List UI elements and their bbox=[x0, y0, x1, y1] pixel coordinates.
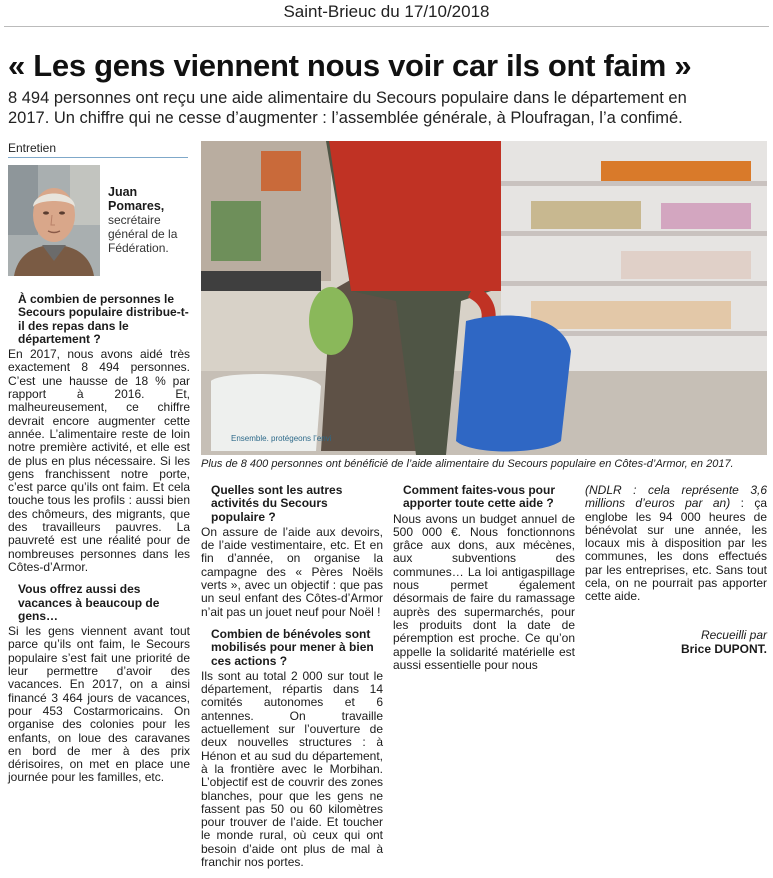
answer-5-note: (NDLR : cela représente 3,6 millions d’euros par an) bbox=[585, 483, 767, 511]
photo-caption: Plus de 8 400 personnes ont bénéficié de l’aide alimentaire du Secours populaire en Côtes-d’Armor, en 2017. bbox=[201, 458, 734, 470]
answer-2: Si les gens viennent avant tout parce qu’ils ont faim, le Secours populaire s’est fait une priorité de leur permettre d’avoir des vacances. En 2017, on a ainsi financé 3 464 jours de vacances, pour 453 Costarmoricains. On organise des colonies pour les enfants, on loue des caravanes en bord de mer à des prix dérisoires, on met en place une journée pour les familles, etc. bbox=[8, 624, 190, 785]
lead-paragraph: 8 494 personnes ont reçu une aide alimentaire du Secours populaire dans le département en 2017. Un chiffre qui ne cesse d’augmenter : l’assemblée générale, à Ploufragan, l’a confimé. bbox=[8, 89, 687, 127]
answer-4-text: Ils sont au total 2 000 sur tout le département, répartis dans 14 comités autonomes et 6 antennes. On travaille actuellement sur l’ouverture de deux nouvelles structures : à Hénon et au sud du département, à la frontière avec le Morbihan. L’objectif est de couvrir des zones blanches, pour que les gens ne fassent pas 50 ou 60 kilomètres pour trouver de l’aide. Et toucher le monde rural, où ceux qui ont besoin d’aide ont plus de mal à franchir nos portes. bbox=[201, 668, 383, 870]
section-tag: Entretien bbox=[8, 141, 188, 158]
signature-author: Brice DUPONT. bbox=[680, 641, 767, 656]
column-3 bbox=[393, 484, 575, 681]
question-5: Comment faites-vous pour apporter toute cette aide ? bbox=[403, 483, 556, 511]
question-2: Vous offrez aussi des vacances à beaucoup de gens… bbox=[18, 582, 160, 623]
answer-5-end: : ça englobe les 94 000 heures de bénévolat sur une année, les locaux mis à disposition par les communes, les dons effectués par les entreprises, etc. Sans tout cela, on ne pourrait pas apporter cette aide. bbox=[585, 496, 768, 604]
column-2 bbox=[201, 484, 383, 878]
food-aid-photo bbox=[201, 141, 767, 455]
top-rule bbox=[4, 26, 769, 27]
question-1: À combien de personnes le Secours populaire distribue-t-il des repas dans le département ? bbox=[18, 292, 189, 346]
headline: « Les gens viennent nous voir car ils ont faim » bbox=[8, 48, 692, 83]
signature-collected: Recueilli par bbox=[700, 627, 767, 642]
bag-text: Ensemble. protégeons l’envi bbox=[231, 434, 332, 443]
interviewee-portrait bbox=[8, 165, 100, 276]
interviewee-name: Juan Pomares, bbox=[108, 185, 165, 213]
answer-5: Nous avons un budget annuel de 500 000 €. Nous fonctionnons grâce aux dons, aux mécènes, aux subventions des communes… La loi antigaspillage nous permet également désormais de faire du ramassage auprès des supermarchés, pour les produits dont la date de péremption est proche. Ce qu’on appelle la solidarité matérielle est aussi essentielle pour nous bbox=[393, 511, 575, 672]
answer-5-continued bbox=[585, 484, 767, 604]
column-4 bbox=[585, 484, 767, 656]
answer-1: En 2017, nous avons aidé très exactement 8 494 personnes. C’est une hausse de 18 % par rapport à 2016. Et, malheureusement, ce chiffre devrait encore augmenter cette année. L’alimentaire reste de loin notre première activité, et elle est de plus en plus nécessaire. Si les gens franchissent notre porte, c’est parce qu’ils ont faim. Et cela touche tous les profils : aussi bien des chômeurs, des migrants, que des travailleurs pauvres. La pauvreté est une réalité pour de nombreuses personnes dans les Côtes-d’Armor. bbox=[8, 347, 190, 574]
question-4: Combien de bénévoles sont mobilisés pour mener à bien ces actions ? bbox=[211, 626, 374, 668]
question-3: Quelles sont les autres activités du Secours populaire ? bbox=[211, 483, 343, 524]
column-1 bbox=[8, 293, 190, 794]
answer-4 bbox=[201, 670, 383, 869]
portrait-image bbox=[8, 165, 100, 276]
main-photo bbox=[201, 141, 767, 455]
answer-3: On assure de l’aide aux devoirs, de l’aide vestimentaire, etc. Et en fin d’année, on organise la campagne des « Pères Noëls verts », avec un objectif : que pas un seul enfant des Côtes-d’Armor n’ait pas un jouet neuf pour Noël ! bbox=[201, 524, 383, 619]
interviewee-role: secrétaire général de la Fédération. bbox=[108, 213, 178, 255]
signature bbox=[585, 628, 767, 656]
interviewee-caption bbox=[108, 185, 190, 255]
dateline: Saint-Brieuc du 17/10/2018 bbox=[283, 2, 490, 21]
